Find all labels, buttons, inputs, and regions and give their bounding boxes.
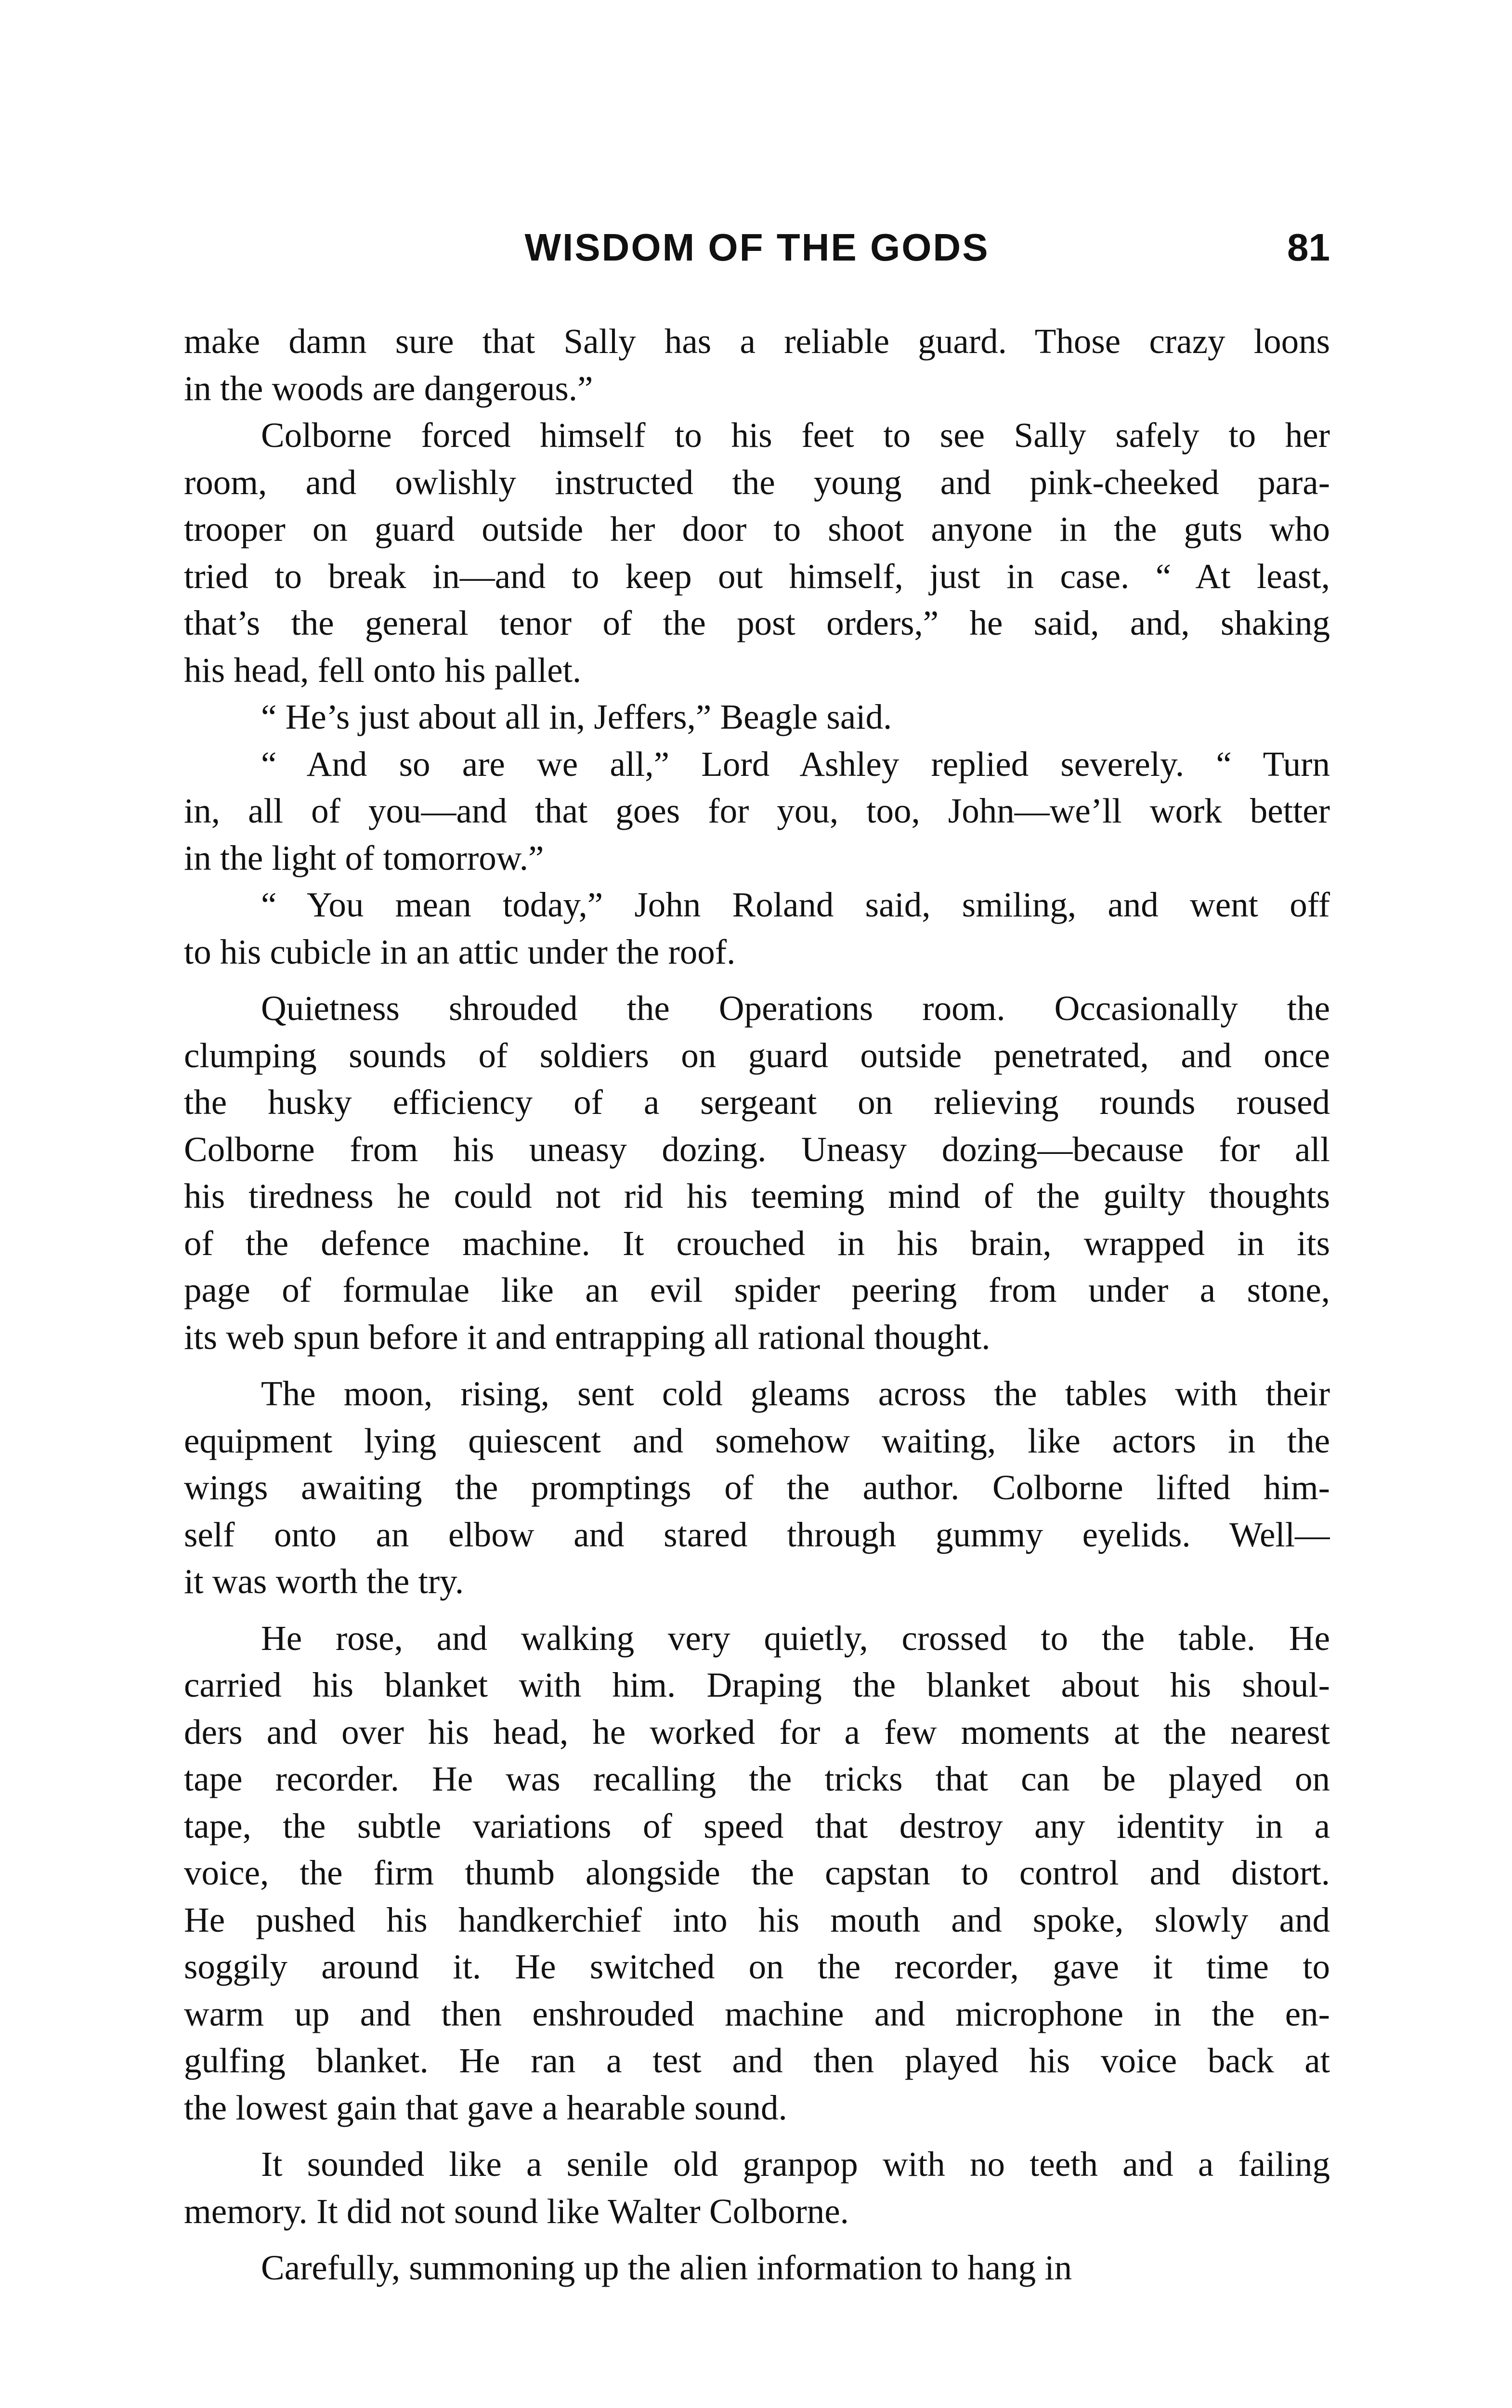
page-number: 81: [1287, 226, 1330, 269]
text-line: in the light of tomorrow.”: [184, 838, 544, 877]
text-line: memory. It did not sound like Walter Colborne.: [184, 2191, 849, 2231]
paragraph-gap: [184, 1605, 1330, 1615]
text-line: Quietness shrouded the Operations room. Occasionally the: [261, 989, 1330, 1028]
text-line: of the defence machine. It crouched in his brain, wrapped in its: [184, 1223, 1330, 1263]
paragraph-gap: [184, 975, 1330, 985]
paragraph: [184, 694, 1330, 741]
paragraph-gap: [184, 2131, 1330, 2141]
text-line: It sounded like a senile old granpop with no teeth and a failing: [261, 2145, 1330, 2184]
text-line: ders and over his head, he worked for a few moments at the nearest: [184, 1712, 1330, 1752]
text-line: wings awaiting the promptings of the author. Colborne lifted him-: [184, 1468, 1330, 1507]
text-line: the lowest gain that gave a hearable sound.: [184, 2088, 787, 2127]
text-line: soggily around it. He switched on the recorder, gave it time to: [184, 1947, 1330, 1986]
text-line: tape recorder. He was recalling the tricks that can be played on: [184, 1759, 1330, 1798]
paragraph: [184, 741, 1330, 882]
text-line: The moon, rising, sent cold gleams across the tables with their: [261, 1374, 1330, 1413]
text-line: warm up and then enshrouded machine and microphone in the en-: [184, 1994, 1330, 2033]
text-line: make damn sure that Sally has a reliable guard. Those crazy loons: [184, 322, 1330, 361]
text-line: tape, the subtle variations of speed that destroy any identity in a: [184, 1806, 1330, 1845]
text-line: page of formulae like an evil spider peering from under a stone,: [184, 1270, 1330, 1309]
text-line: its web spun before it and entrapping all rational thought.: [184, 1317, 991, 1357]
paragraph: [184, 318, 1330, 412]
text-line: voice, the firm thumb alongside the capstan to control and distort.: [184, 1853, 1330, 1892]
text-line: carried his blanket with him. Draping the blanket about his shoul-: [184, 1665, 1330, 1704]
text-line: “ You mean today,” John Roland said, smiling, and went off: [261, 885, 1330, 924]
text-line: to his cubicle in an attic under the roof.: [184, 932, 736, 971]
text-line: that’s the general tenor of the post orders,” he said, and, shaking: [184, 603, 1330, 642]
text-line: tried to break in—and to keep out himself, just in case. “ At least,: [184, 556, 1330, 596]
text-line: in the woods are dangerous.”: [184, 368, 593, 408]
page-header: [184, 225, 1330, 288]
text-line: gulfing blanket. He ran a test and then played his voice back at: [184, 2041, 1330, 2080]
text-line: “ He’s just about all in, Jeffers,” Beagle said.: [261, 697, 892, 736]
paragraph: [184, 1615, 1330, 2132]
paragraph: [184, 881, 1330, 975]
text-line: self onto an elbow and stared through gummy eyelids. Well—: [184, 1515, 1330, 1554]
text-line: room, and owlishly instructed the young and pink-cheeked para-: [184, 462, 1330, 502]
running-title: WISDOM OF THE GODS: [524, 226, 990, 269]
paragraph: [184, 412, 1330, 694]
text-line: “ And so are we all,” Lord Ashley replied severely. “ Turn: [261, 744, 1330, 784]
text-line: trooper on guard outside her door to shoot anyone in the guts who: [184, 510, 1330, 549]
text-line: it was worth the try.: [184, 1562, 464, 1601]
text-line: Colborne forced himself to his feet to see Sally safely to her: [261, 416, 1330, 455]
text-line: Carefully, summoning up the alien information to hang in: [261, 2248, 1072, 2287]
text-line: his tiredness he could not rid his teeming mind of the guilty thoughts: [184, 1177, 1330, 1216]
paragraph: [184, 2141, 1330, 2235]
text-line: He rose, and walking very quietly, crossed to the table. He: [261, 1618, 1330, 1658]
text-line: his head, fell onto his pallet.: [184, 650, 582, 690]
text-line: clumping sounds of soldiers on guard outside penetrated, and once: [184, 1035, 1330, 1075]
paragraph-gap: [184, 2235, 1330, 2244]
text-line: the husky efficiency of a sergeant on relieving rounds roused: [184, 1083, 1330, 1122]
text-line: in, all of you—and that goes for you, too, John—we’ll work better: [184, 791, 1330, 830]
paragraph: [184, 2244, 1330, 2291]
text-line: He pushed his handkerchief into his mouth and spoke, slowly and: [184, 1900, 1330, 1939]
text-line: equipment lying quiescent and somehow waiting, like actors in the: [184, 1421, 1330, 1460]
paragraph: [184, 1370, 1330, 1605]
body-text: [184, 318, 1330, 2291]
paragraph-gap: [184, 1361, 1330, 1370]
paragraph: [184, 985, 1330, 1361]
text-line: Colborne from his uneasy dozing. Uneasy dozing—because for all: [184, 1129, 1330, 1169]
